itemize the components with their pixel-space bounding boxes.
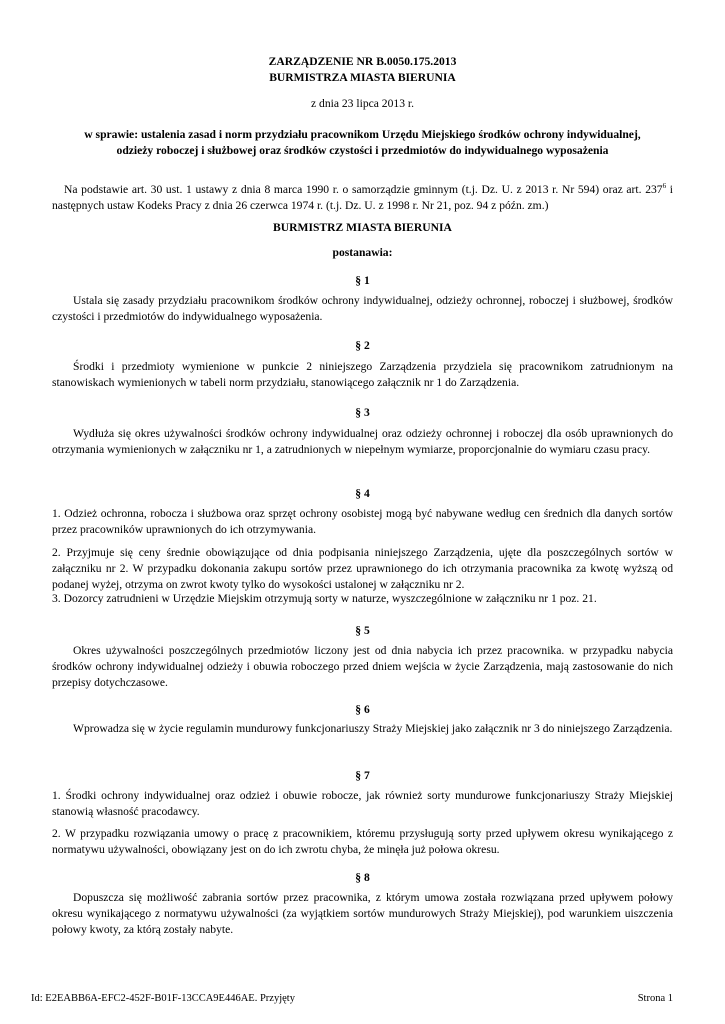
legal-basis-paragraph	[52, 182, 673, 214]
document-id: Id: E2EABB6A-EFC2-452F-B01F-13CCA9E446AE. Przyjęty	[31, 993, 295, 1004]
section-sign: § 3	[355, 406, 370, 419]
section-8-heading	[52, 870, 673, 886]
page-number: Strona 1	[637, 993, 673, 1004]
section-4-point-1: 1. Odzież ochronna, robocza i służbowa oraz sprzęt ochrony osobistej mogą być nabywane według cen średnich dla danych sortów przez pracowników uprawnionych do ich otrzymywania.	[52, 507, 673, 537]
decides-heading: postanawia:	[332, 246, 393, 259]
section-4-point-3: 3. Dozorcy zatrudnieni w Urzędzie Miejskim otrzymują sorty w naturze, wyszczególnione w załączniku nr 1 poz. 21.	[52, 592, 597, 605]
section-5-heading	[52, 623, 673, 639]
section-8-text: Dopuszcza się możliwość zabrania sortów przez pracownika, z którym umowa została rozwiązana przed upływem połowy okresu wynikającego z normatywu używalności (za wyjątkiem sortów mundurowych Straży Miejskiej), pod warunkiem uiszczenia połowy kwoty, za którą zostały nabyte.	[52, 891, 673, 937]
section-sign: § 4	[355, 487, 370, 500]
issuing-authority: BURMISTRZ MIASTA BIERUNIA	[273, 221, 452, 234]
section-2-heading	[52, 338, 673, 354]
section-1-text: Ustala się zasady przydziału pracownikom środków ochrony indywidualnej, odzieży ochronnej, roboczej i służbowej, środków czystości i przedmiotów do indywidualnego wyposażenia.	[52, 294, 673, 324]
legal-basis-part-1: Na podstawie art. 30 ust. 1 ustawy z dnia 8 marca 1990 r. o samorządzie gminnym (t.j. Dz. U. z 2013 r. Nr 594) oraz art. 237	[64, 183, 663, 196]
section-4-heading	[52, 486, 673, 502]
section-5-text: Okres używalności poszczególnych przedmiotów liczony jest od dnia nabycia ich przez pracownika. w przypadku nabycia środków ochrony indywidualnej odzieży i obuwia roboczego przed dniem wejścia w życie Zarządzenia, mają zastosowanie do nich przepisy dotychczasowe.	[52, 644, 673, 690]
title-line-2: BURMISTRZA MIASTA BIERUNIA	[269, 71, 456, 85]
section-4-point-2: 2. Przyjmuje się ceny średnie obowiązujące od dnia podpisania niniejszego Zarządzenia, ujęte dla poszczególnych sortów w załączniku nr 2. W przypadku dokonania zakupu sortów przez uprawnionego do ich otrzymania pracownika za kwotę wyższą od podanej wyżej, otrzyma on zwrot kwoty tylko do wysokości ustalonej w załączniku nr 2.	[52, 546, 673, 592]
section-6-text: Wprowadza się w życie regulamin mundurowy funkcjonariuszy Straży Miejskiej jako załącznik nr 3 do niniejszego Zarządzenia.	[73, 722, 673, 735]
section-sign: § 7	[355, 769, 370, 782]
section-2-text: Środki i przedmioty wymienione w punkcie 2 niniejszego Zarządzenia przydziela się pracownikom zatrudnionym na stanowiskach wymienionych w tabeli norm przydziału, stanowiącego załącznik nr 1 do Zarządzenia.	[52, 360, 673, 390]
section-7-heading	[52, 768, 673, 784]
section-6-heading	[52, 702, 673, 718]
section-sign: § 5	[355, 624, 370, 637]
section-7-point-1: 1. Środki ochrony indywidualnej oraz odzież i obuwie robocze, jak również sorty mundurowe funkcjonariuszy Straży Miejskiej stanowią własność pracodawcy.	[52, 789, 673, 819]
document-subject	[52, 127, 673, 159]
document-date: z dnia 23 lipca 2013 r.	[310, 97, 415, 110]
section-sign: § 2	[355, 339, 370, 352]
subject-line-2: odzieży roboczej i służbowej oraz środków czystości i przedmiotów do indywidualnego wyposażenia	[116, 144, 609, 158]
section-7-point-2: 2. W przypadku rozwiązania umowy o pracę z pracownikiem, któremu przysługują sorty przed upływem okresu wynikającego z normatywu używalności, obowiązany jest on do ich zwrotu chyba, że minęła już połowa okresu.	[52, 827, 673, 857]
section-3-heading	[52, 405, 673, 421]
section-1-heading	[52, 273, 673, 289]
section-sign: § 1	[355, 274, 370, 287]
section-sign: § 6	[355, 703, 370, 716]
document-title	[52, 54, 673, 86]
legal-basis-part-2: i następnych ustaw Kodeks Pracy z dnia 26 czerwca 1974 r. (t.j. Dz. U. z 1998 r. Nr 21, poz. 94 z późn. zm.)	[52, 183, 673, 213]
section-sign: § 8	[355, 871, 370, 884]
section-3-text: Wydłuża się okres używalności środków ochrony indywidualnej oraz odzieży ochronnej i roboczej dla osób uprawnionych do otrzymania wymienionych w załączniku nr 1, a zatrudnionych w niepełnym wymiarze, proporcjonalnie do wymiaru czasu pracy.	[52, 427, 673, 457]
page-footer	[31, 993, 673, 1004]
legal-basis-superscript: 6	[662, 182, 667, 191]
title-line-1: ZARZĄDZENIE NR B.0050.175.2013	[268, 55, 457, 68]
subject-line-1: w sprawie: ustalenia zasad i norm przydziału pracownikom Urzędu Miejskiego środków ochrony indywidualnej,	[84, 128, 641, 141]
